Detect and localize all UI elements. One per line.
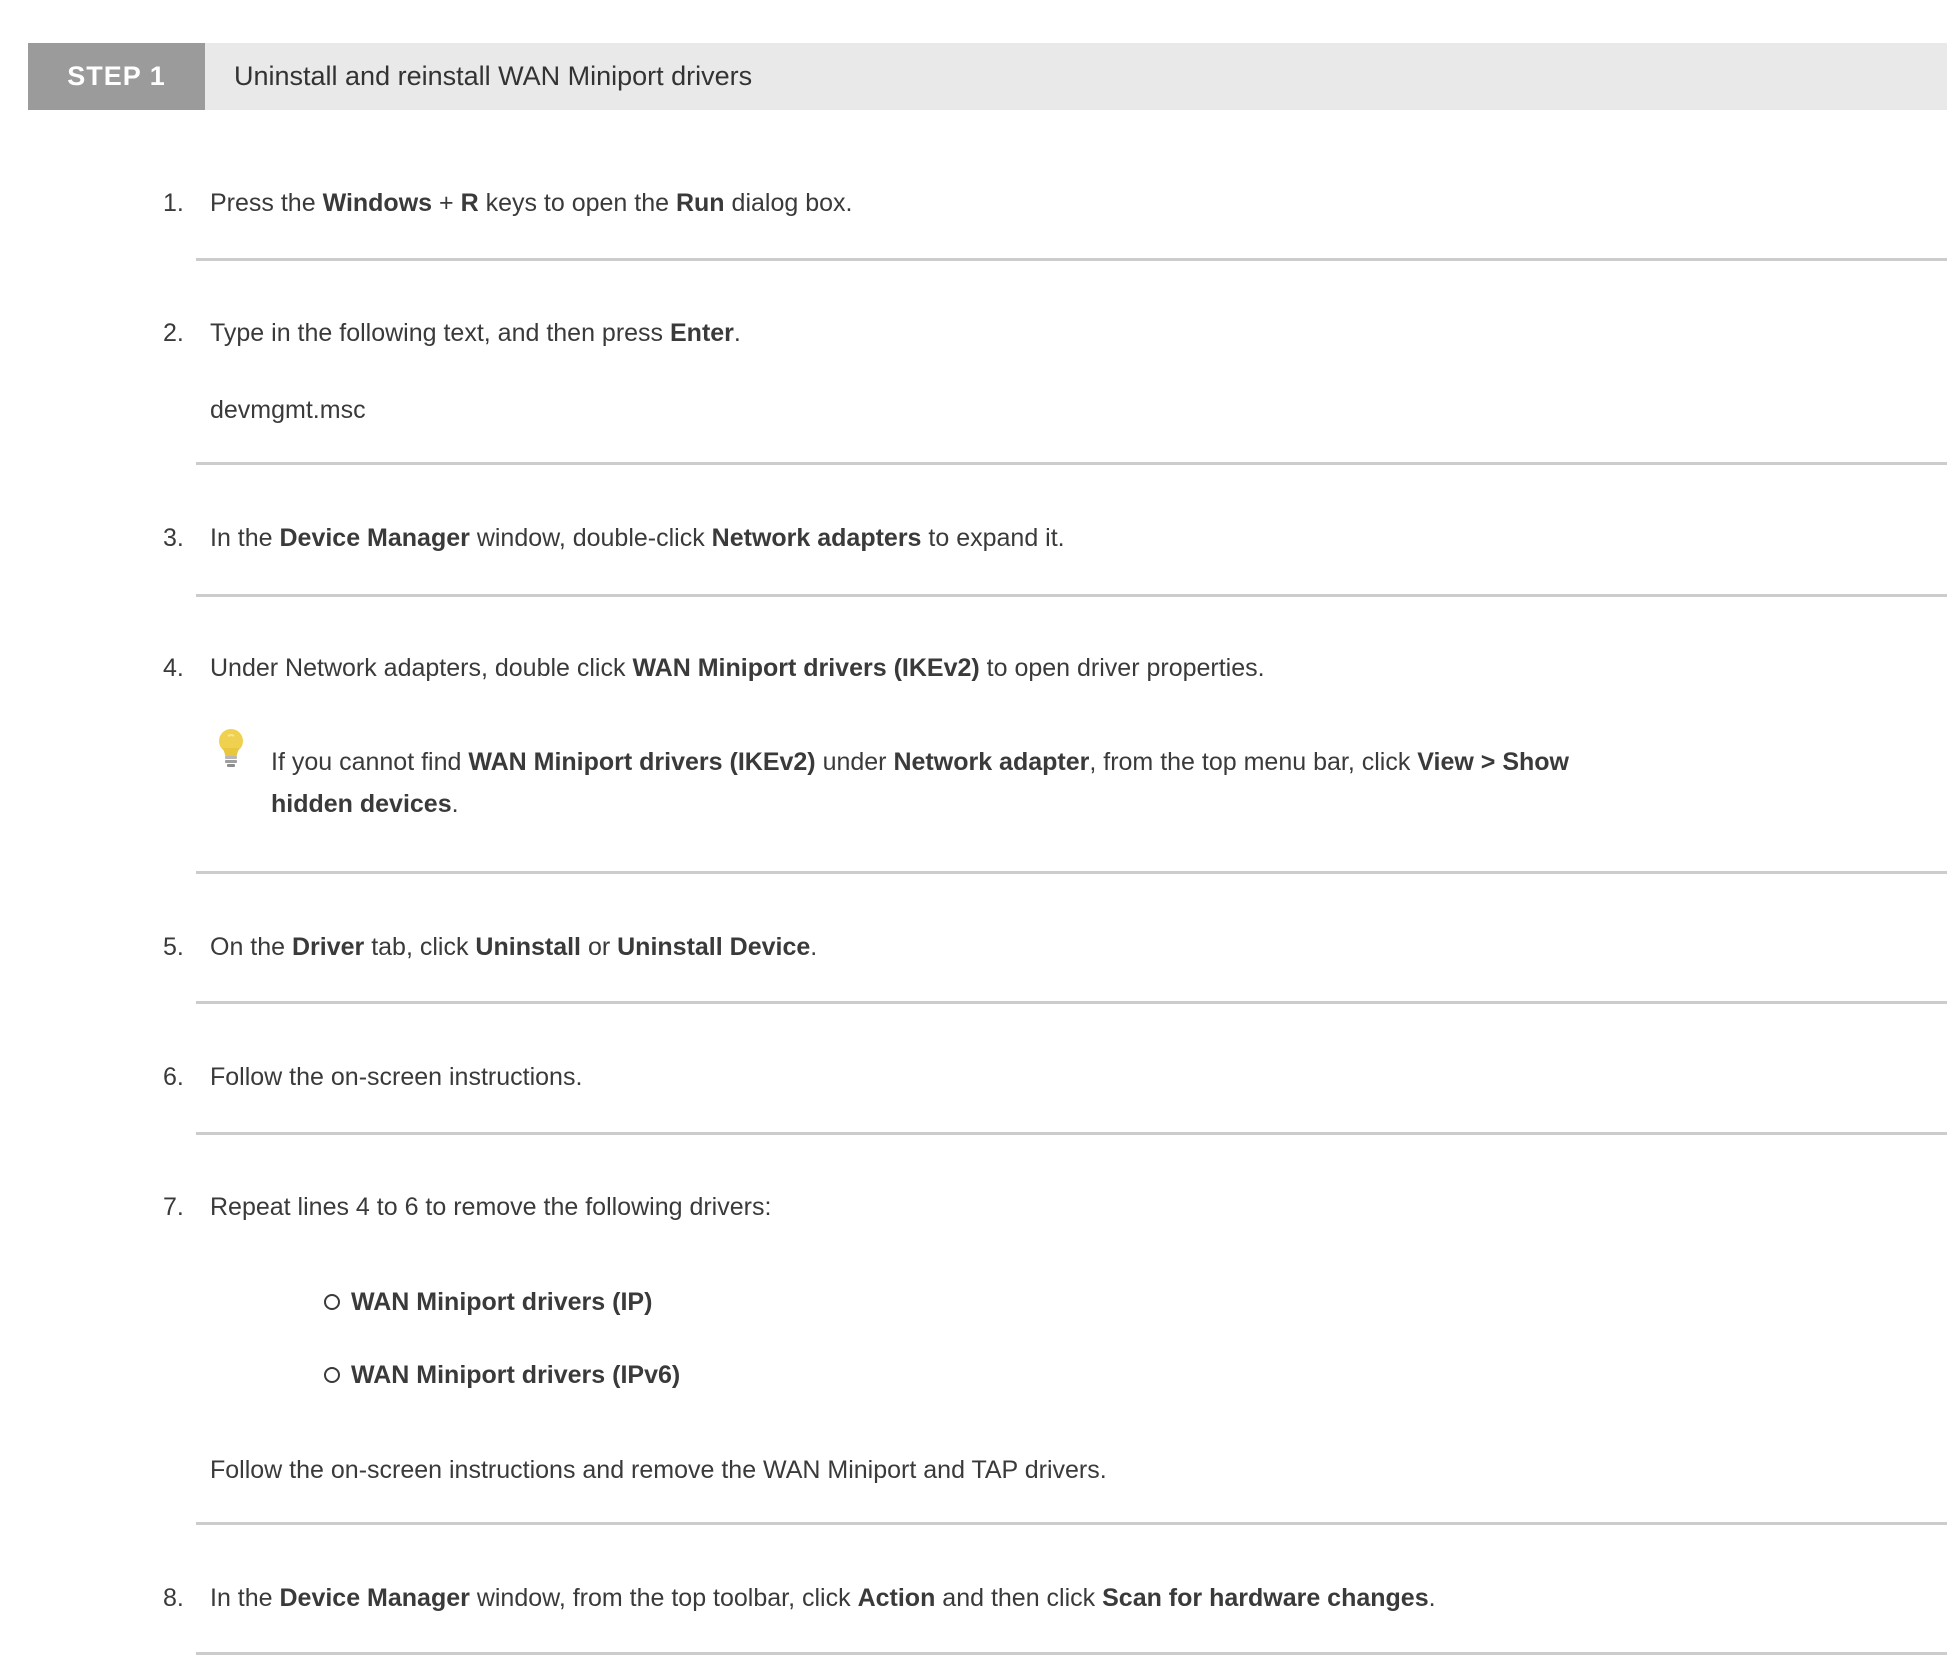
driver-name: WAN Miniport drivers (IPv6) [351, 1361, 681, 1389]
step-text: Type in the following text, and then press Enter. [210, 319, 741, 347]
step-item-4 [163, 650, 1265, 686]
step-text: In the Device Manager window, double-click Network adapters to expand it. [210, 524, 1065, 552]
step-item-7 [163, 1189, 771, 1225]
step-item-1 [163, 185, 852, 221]
page-title: Uninstall and reinstall WAN Miniport drivers [234, 61, 753, 91]
step-item-8 [163, 1580, 1436, 1616]
step-number: 2. [163, 319, 184, 347]
step-item-3 [163, 520, 1065, 556]
step-number: 1. [163, 189, 184, 217]
step-text: On the Driver tab, click Uninstall or Uninstall Device. [210, 933, 818, 961]
circle-bullet-icon [324, 1367, 340, 1383]
step-item-5 [163, 929, 817, 965]
step-number: 5. [163, 933, 184, 961]
driver-name: WAN Miniport drivers (IP) [351, 1288, 653, 1316]
list-item [324, 1357, 680, 1393]
divider [196, 462, 1947, 465]
step-number: 3. [163, 524, 184, 552]
divider [196, 1652, 1947, 1655]
step-text: Press the Windows + R keys to open the Run dialog box. [210, 189, 853, 217]
lightbulb-icon [218, 728, 244, 776]
step-text: Under Network adapters, double click WAN Miniport drivers (IKEv2) to open driver properties. [210, 654, 1265, 682]
divider [196, 871, 1947, 874]
step-text: Follow the on-screen instructions. [210, 1063, 583, 1091]
command-text: devmgmt.msc [210, 396, 366, 424]
divider [196, 1001, 1947, 1004]
step-number: 8. [163, 1584, 184, 1612]
divider [196, 1522, 1947, 1525]
step-header [28, 43, 1947, 110]
list-item [324, 1284, 652, 1320]
step-item-6 [163, 1059, 582, 1095]
divider [196, 594, 1947, 597]
step-number: 7. [163, 1193, 184, 1221]
circle-bullet-icon [324, 1294, 340, 1310]
step-text: In the Device Manager window, from the top toolbar, click Action and then click Scan for hardware changes. [210, 1584, 1436, 1612]
tip-text: If you cannot find WAN Miniport drivers (IKEv2) under Network adapter, from the top menu bar, click View > Show hidden devices. [271, 748, 1569, 818]
step-item-2 [163, 315, 741, 351]
divider [196, 258, 1947, 261]
step-number: 4. [163, 654, 184, 682]
step-badge: STEP 1 [28, 43, 205, 110]
step-text: Repeat lines 4 to 6 to remove the following drivers: [210, 1193, 772, 1221]
divider [196, 1132, 1947, 1135]
follow-up-text: Follow the on-screen instructions and remove the WAN Miniport and TAP drivers. [210, 1456, 1107, 1484]
step-number: 6. [163, 1063, 184, 1091]
